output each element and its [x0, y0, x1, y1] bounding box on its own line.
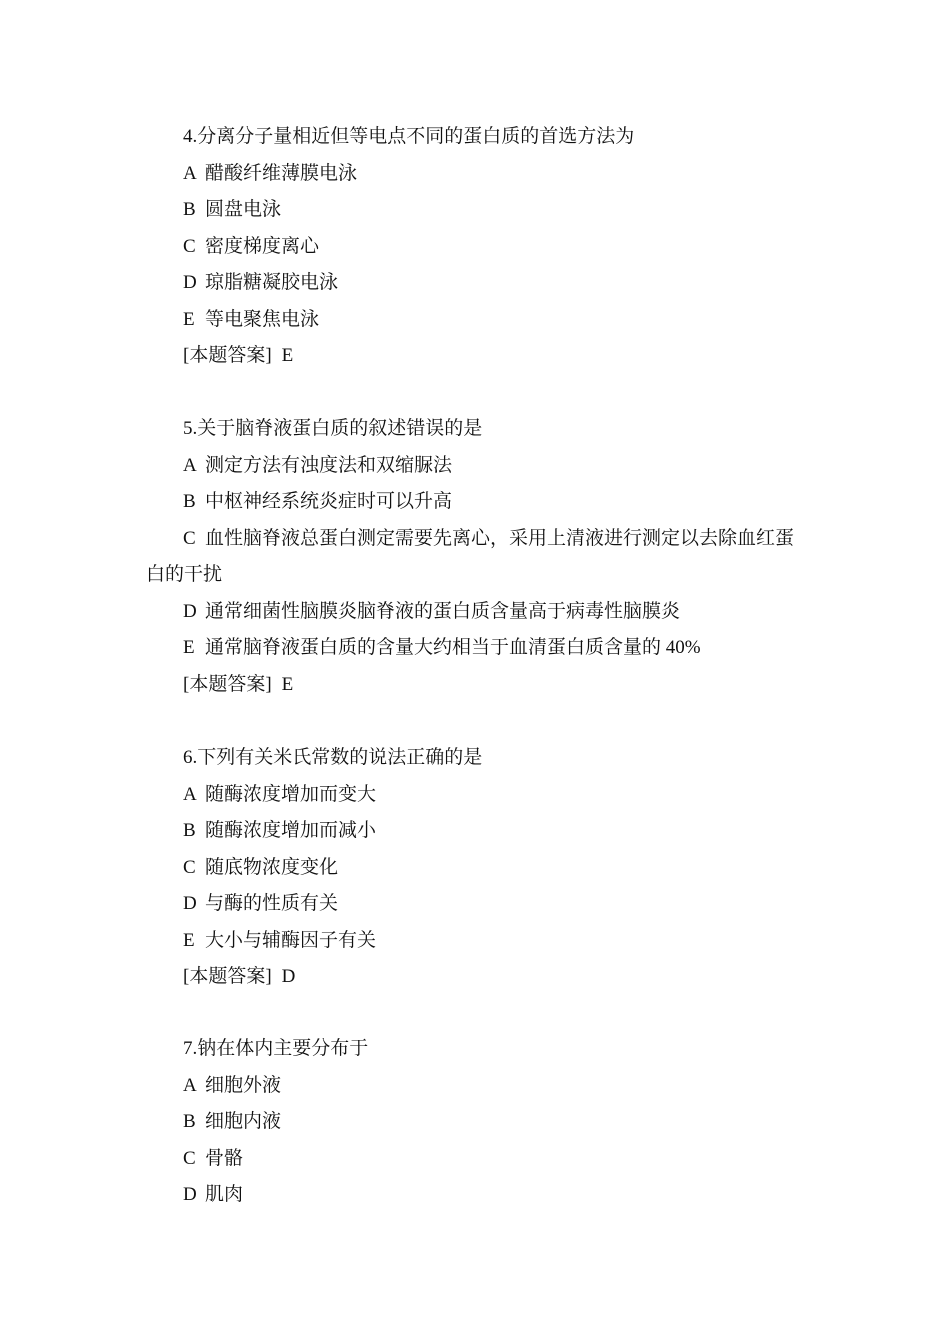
- option-c: C 随底物浓度变化: [183, 856, 339, 878]
- answer-line: [0, 959, 950, 996]
- option-b: B 细胞内液: [183, 1111, 282, 1132]
- option-e: E 通常脑脊液蛋白质的含量大约相当于血清蛋白质含量的 40%: [183, 637, 701, 658]
- option-c: C 骨骼: [183, 1147, 244, 1169]
- option-a: A 测定方法有浊度法和双缩脲法: [183, 454, 453, 476]
- option-a: A 随酶浓度增加而变大: [183, 783, 377, 805]
- question-stem: 7.钠在体内主要分布于: [183, 1038, 369, 1059]
- option-c-continued: 白的干扰: [146, 564, 223, 585]
- option-c: C 血性脑脊液总蛋白测定需要先离心，采用上清液进行测定以去除血红蛋: [183, 527, 795, 549]
- answer-value: E: [281, 345, 294, 366]
- option-b: B 随酶浓度增加而减小: [183, 820, 377, 841]
- option-a: A 醋酸纤维薄膜电泳: [183, 162, 358, 184]
- option-e: E 等电聚焦电泳: [183, 308, 320, 330]
- question-stem: 4.分离分子量相近但等电点不同的蛋白质的首选方法为: [183, 126, 635, 147]
- question-stem: 6.下列有关米氏常数的说法正确的是: [183, 747, 483, 768]
- question-stem: 5.关于脑脊液蛋白质的叙述错误的是: [183, 418, 483, 439]
- answer-line: [0, 667, 950, 704]
- answer-label: [本题答案]: [183, 673, 272, 695]
- answer-label: [本题答案]: [183, 345, 272, 366]
- option-c: C 密度梯度离心: [183, 235, 320, 257]
- answer-label: [本题答案]: [183, 966, 272, 987]
- option-a: A 细胞外液: [183, 1074, 282, 1096]
- option-d: D 肌肉: [183, 1184, 244, 1205]
- option-e: E 大小与辅酶因子有关: [183, 929, 377, 951]
- answer-line: [0, 338, 950, 375]
- question-7: [0, 1031, 950, 1214]
- option-d: D 与酶的性质有关: [183, 893, 339, 914]
- option-d: D 通常细菌性脑膜炎脑脊液的蛋白质含量高于病毒性脑膜炎: [183, 600, 681, 622]
- question-4: [0, 119, 950, 375]
- question-6: [0, 740, 950, 996]
- answer-value: E: [281, 673, 294, 695]
- option-b: B 圆盘电泳: [183, 199, 282, 220]
- option-b: B 中枢神经系统炎症时可以升高: [183, 491, 453, 512]
- option-d: D 琼脂糖凝胶电泳: [183, 272, 339, 293]
- answer-value: D: [281, 966, 296, 987]
- question-5: [0, 411, 950, 703]
